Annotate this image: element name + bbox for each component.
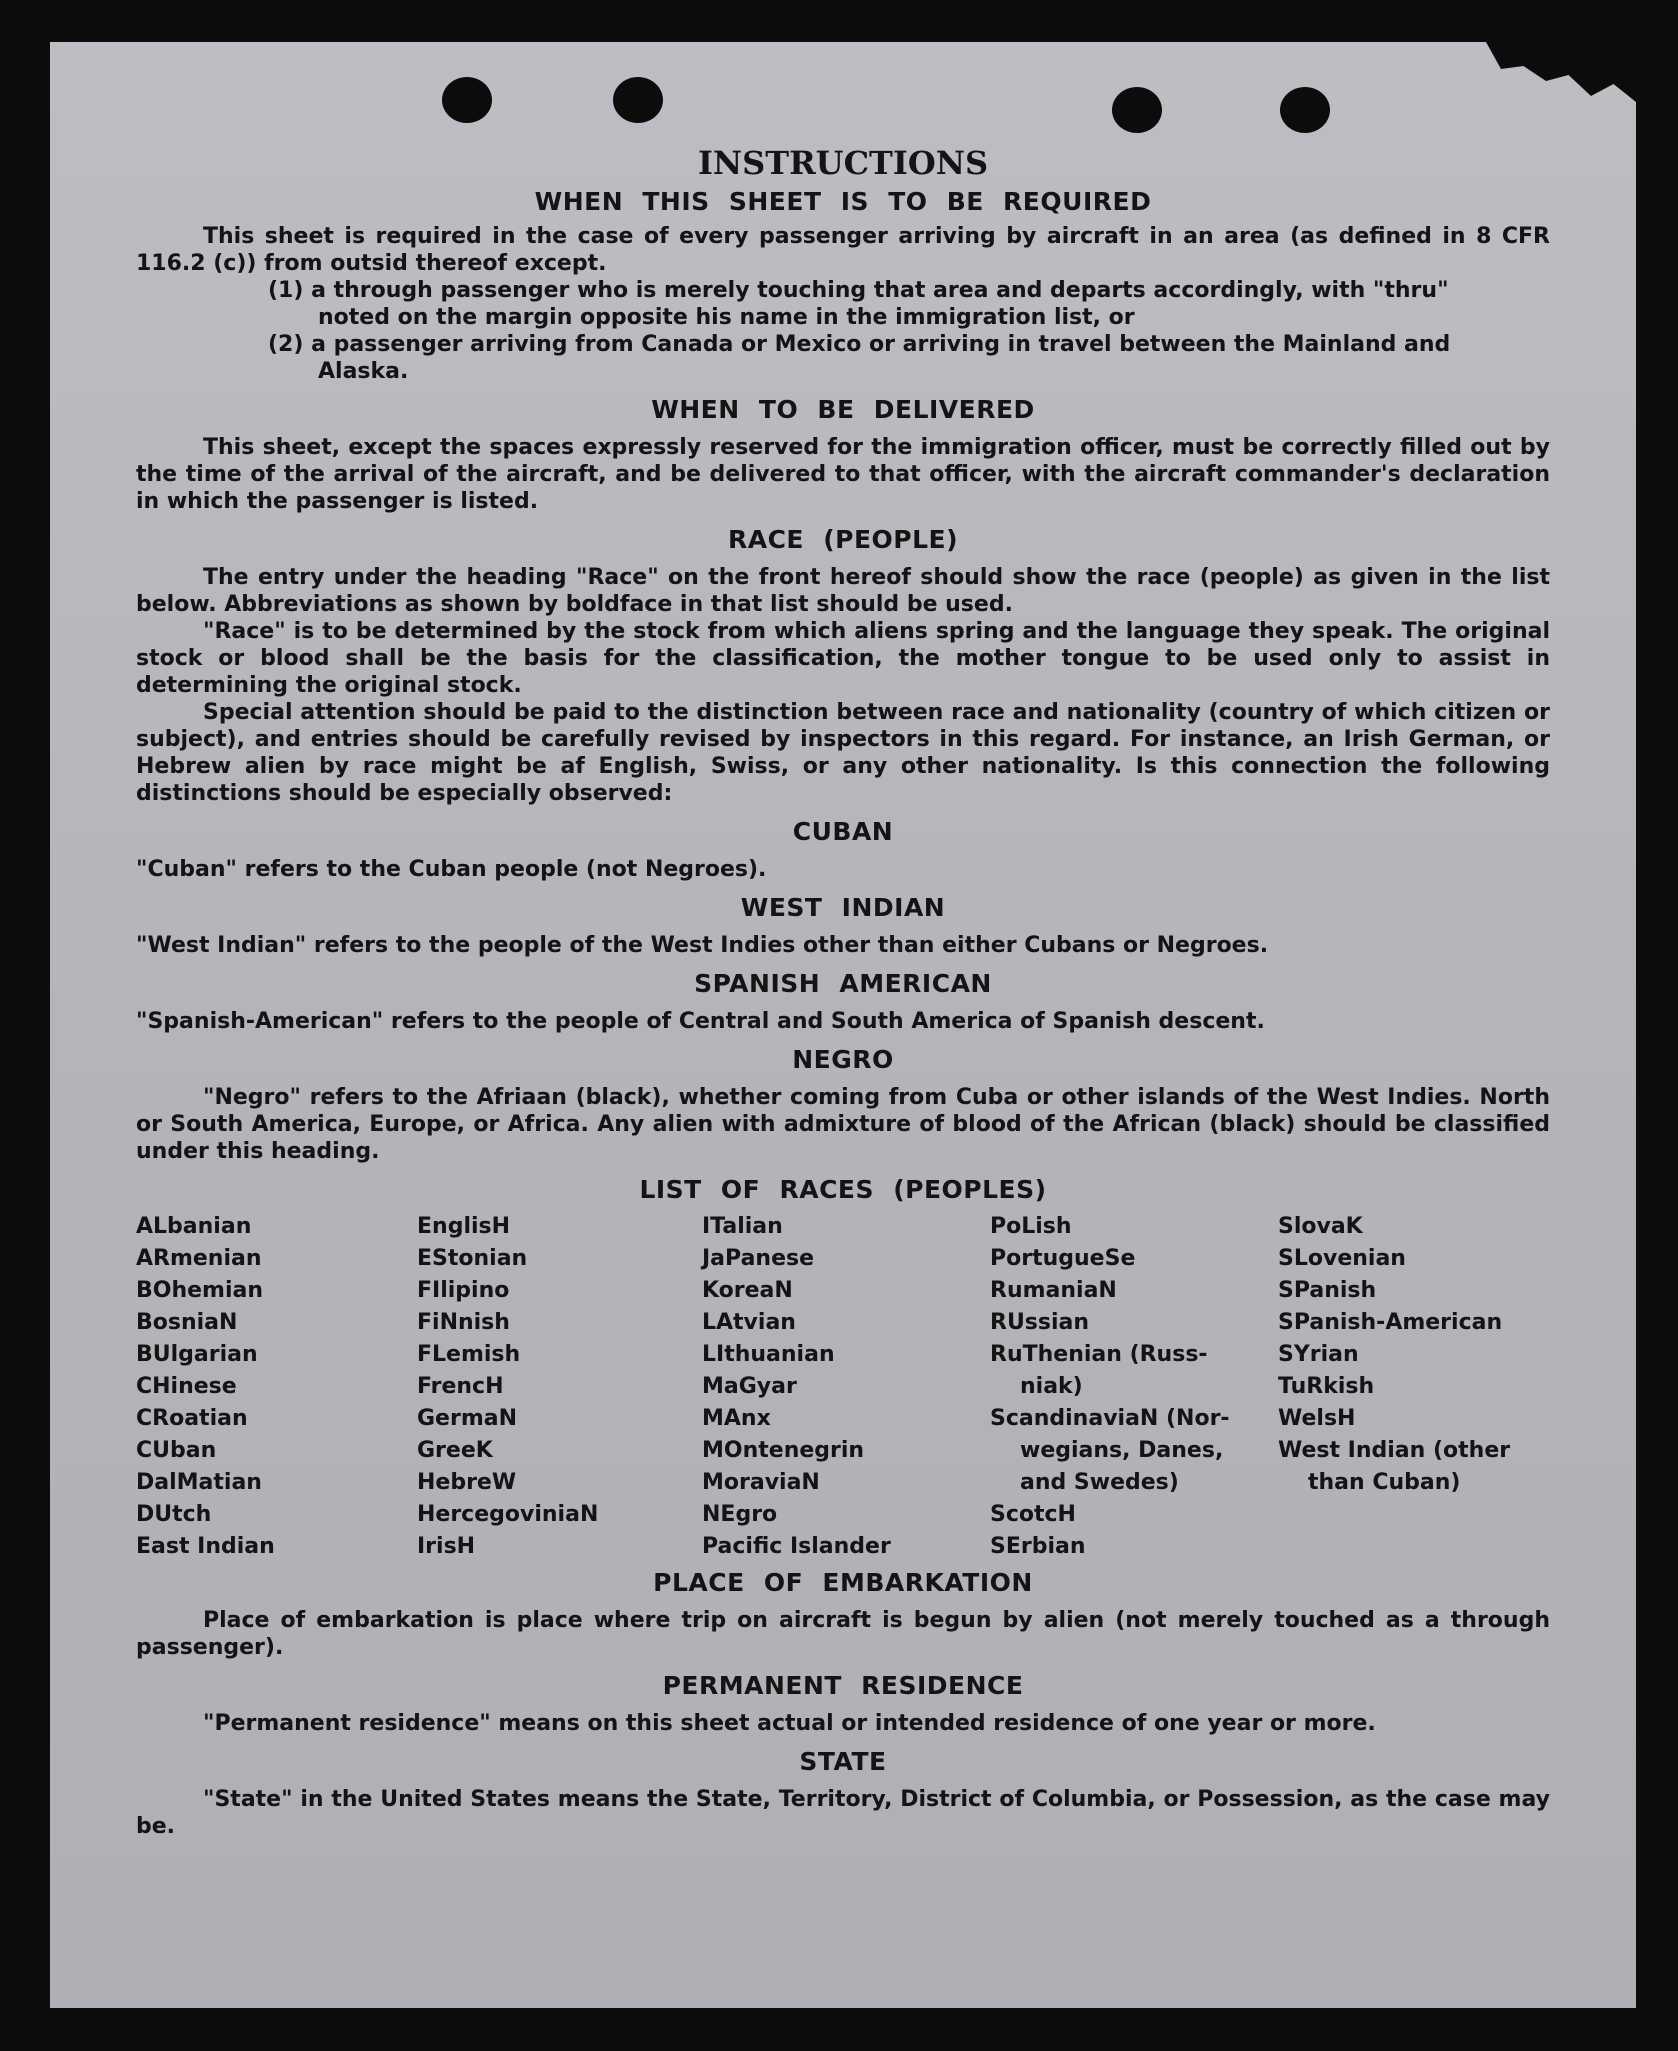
punch-hole: [613, 77, 663, 123]
race-item: LIthuanian: [702, 1342, 835, 1367]
race-paragraph-1: The entry under the heading "Race" on the front hereof should show the race (people) as given in the list below. Abbreviations as shown by boldface in that list should be used.: [136, 565, 1550, 617]
section-heading-required: WHEN THIS SHEET IS TO BE REQUIRED: [534, 187, 1152, 216]
race-item: DalMatian: [136, 1470, 262, 1495]
exception-2-line-b: Alaska.: [318, 359, 409, 384]
delivered-text: This sheet, except the spaces expressly reserved for the immigration officer, must be correctly filled out by the time of the arrival of the aircraft, and be delivered to that officer, with the aircraft commander's declaration in which the passenger is listed.: [136, 435, 1550, 514]
race-item: RuThenian (Russ-: [990, 1342, 1208, 1367]
exception-1-line-a: (1) a through passenger who is merely touching that area and departs accordingly, with "thru": [268, 278, 1449, 303]
section-heading-state: STATE: [799, 1747, 887, 1776]
section-heading-delivered: WHEN TO BE DELIVERED: [651, 395, 1035, 424]
race-item: and Swedes): [1020, 1470, 1179, 1495]
section-heading-residence: PERMANENT RESIDENCE: [662, 1671, 1024, 1700]
race-item: wegians, Danes,: [1020, 1438, 1224, 1463]
race-item: East Indian: [136, 1534, 275, 1559]
punch-hole: [1280, 87, 1330, 133]
section-heading-negro: NEGRO: [792, 1045, 894, 1074]
races-list: [136, 1211, 1550, 1563]
section-heading-cuban: CUBAN: [792, 817, 894, 846]
race-item: WelsH: [1278, 1406, 1356, 1431]
race-item: FIlipino: [417, 1278, 510, 1303]
race-item: MaGyar: [702, 1374, 797, 1399]
torn-corner: [1486, 42, 1636, 102]
residence-text: "Permanent residence" means on this sheet actual or intended residence of one year or more.: [203, 1711, 1376, 1736]
race-item: West Indian (other: [1278, 1438, 1511, 1463]
race-item: CUban: [136, 1438, 217, 1463]
race-paragraph-3: Special attention should be paid to the distinction between race and nationality (country of which citizen or subject), and entries should be carefully revised by inspectors in this regard. For instance, an Irish German, or Hebrew alien by race might be af English, Swiss, or any other nationality. Is this connection the following distinctions should be especially observed:: [136, 700, 1550, 806]
race-item: GreeK: [417, 1438, 493, 1463]
race-item: FrencH: [417, 1374, 504, 1399]
race-item: BosniaN: [136, 1310, 238, 1335]
race-item: JaPanese: [702, 1246, 815, 1271]
race-item: MAnx: [702, 1406, 771, 1431]
races-column: [1278, 1211, 1550, 1563]
exception-1-line-b: noted on the margin opposite his name in the immigration list, or: [318, 305, 1135, 330]
race-item: PortugueSe: [990, 1246, 1136, 1271]
race-item: RUssian: [990, 1310, 1090, 1335]
negro-text: "Negro" refers to the Afriaan (black), whether coming from Cuba or other islands of the West Indies. North or South America, Europe, or Africa. Any alien with admixture of blood of the African (black) should be classified under this heading.: [136, 1085, 1550, 1164]
race-item: RumaniaN: [990, 1278, 1117, 1303]
race-item: SErbian: [990, 1534, 1086, 1559]
race-item: IrisH: [417, 1534, 476, 1559]
race-item: CHinese: [136, 1374, 237, 1399]
race-item: SYrian: [1278, 1342, 1359, 1367]
race-item: Pacific Islander: [702, 1534, 891, 1559]
exception-2-line-a: (2) a passenger arriving from Canada or Mexico or arriving in travel between the Mainland and: [268, 332, 1451, 357]
spanish-american-text: "Spanish-American" refers to the people of Central and South America of Spanish descent.: [136, 1009, 1265, 1034]
instructions-content: [136, 142, 1550, 1840]
document-page: [50, 42, 1636, 2008]
race-item: TuRkish: [1278, 1374, 1375, 1399]
race-item: SlovaK: [1278, 1214, 1363, 1239]
races-column: [417, 1211, 702, 1563]
race-item: EStonian: [417, 1246, 528, 1271]
race-item: SPanish-American: [1278, 1310, 1503, 1335]
race-item: niak): [1020, 1374, 1083, 1399]
section-heading-west-indian: WEST INDIAN: [740, 893, 946, 922]
section-heading-list-of-races: LIST OF RACES (PEOPLES): [639, 1175, 1047, 1204]
embarkation-text: Place of embarkation is place where trip on aircraft is begun by alien (not merely touched as a through passenger).: [136, 1608, 1550, 1660]
race-item: ARmenian: [136, 1246, 262, 1271]
race-item: MoraviaN: [702, 1470, 820, 1495]
race-item: SPanish: [1278, 1278, 1377, 1303]
race-item: KoreaN: [702, 1278, 793, 1303]
race-item: FiNnish: [417, 1310, 510, 1335]
race-item: HercegoviniaN: [417, 1502, 599, 1527]
state-text: "State" in the United States means the State, Territory, District of Columbia, or Possession, as the case may be.: [136, 1787, 1550, 1839]
race-item: DUtch: [136, 1502, 212, 1527]
race-item: SLovenian: [1278, 1246, 1406, 1271]
west-indian-text: "West Indian" refers to the people of the West Indies other than either Cubans or Negroes.: [136, 933, 1269, 958]
race-item: ALbanian: [136, 1214, 252, 1239]
section-heading-race: RACE (PEOPLE): [727, 525, 959, 554]
races-column: [990, 1211, 1278, 1563]
race-item: LAtvian: [702, 1310, 796, 1335]
page-title: INSTRUCTIONS: [697, 144, 989, 182]
race-item: MOntenegrin: [702, 1438, 865, 1463]
race-paragraph-2: "Race" is to be determined by the stock from which aliens spring and the language they speak. The original stock or blood shall be the basis for the classification, the mother tongue to be used only to assist in determining the original stock.: [136, 619, 1550, 698]
section-heading-spanish-american: SPANISH AMERICAN: [694, 969, 992, 998]
punch-hole: [1112, 87, 1162, 133]
required-intro: This sheet is required in the case of every passenger arriving by aircraft in an area (as defined in 8 CFR 116.2 (c)) from outsid thereof except.: [136, 224, 1550, 276]
race-item: EnglisH: [417, 1214, 511, 1239]
section-heading-embarkation: PLACE OF EMBARKATION: [653, 1568, 1033, 1597]
punch-hole: [442, 77, 492, 123]
races-column: [702, 1211, 990, 1563]
race-item: ScandinaviaN (Nor-: [990, 1406, 1230, 1431]
races-column: [136, 1211, 417, 1563]
race-item: HebreW: [417, 1470, 517, 1495]
race-item: NEgro: [702, 1502, 778, 1527]
race-item: PoLish: [990, 1214, 1072, 1239]
race-item: FLemish: [417, 1342, 521, 1367]
exception-1: [268, 277, 1550, 331]
race-item: BOhemian: [136, 1278, 264, 1303]
race-item: ITalian: [702, 1214, 783, 1239]
race-item: than Cuban): [1308, 1470, 1461, 1495]
exception-2: [268, 331, 1550, 385]
race-item: BUlgarian: [136, 1342, 258, 1367]
cuban-text: "Cuban" refers to the Cuban people (not Negroes).: [136, 857, 767, 882]
race-item: GermaN: [417, 1406, 518, 1431]
race-item: CRoatian: [136, 1406, 248, 1431]
race-item: ScotcH: [990, 1502, 1076, 1527]
